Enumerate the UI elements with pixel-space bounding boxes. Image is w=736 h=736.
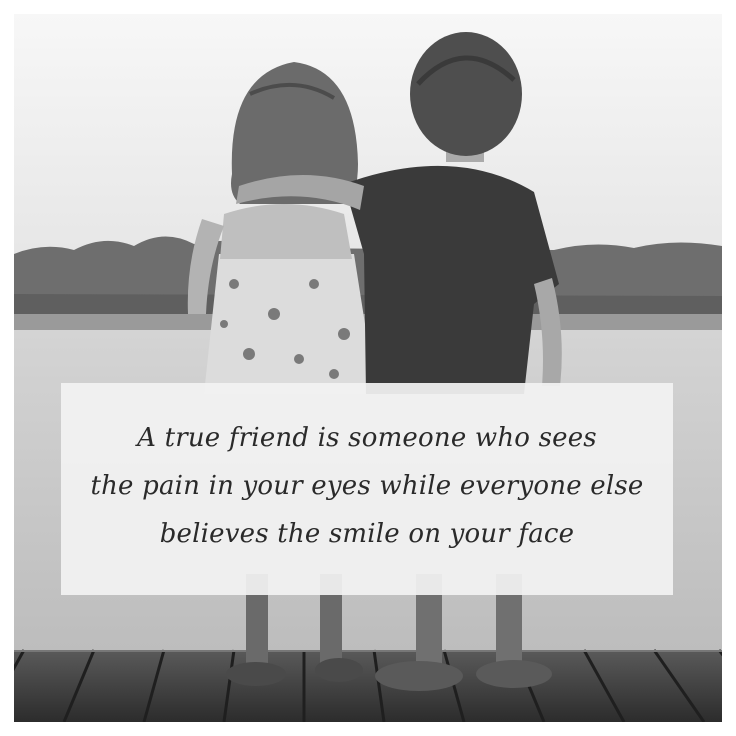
quote-line-1: A true friend is someone who sees — [137, 423, 597, 453]
quote-line-3: believes the smile on your face — [159, 519, 575, 549]
photo-illustration — [14, 14, 722, 722]
photo-two-children-on-dock — [14, 14, 722, 722]
quote-line-2: the pain in your eyes while everyone else — [90, 471, 644, 501]
wooden-dock — [14, 650, 722, 722]
quote-box — [61, 383, 673, 595]
